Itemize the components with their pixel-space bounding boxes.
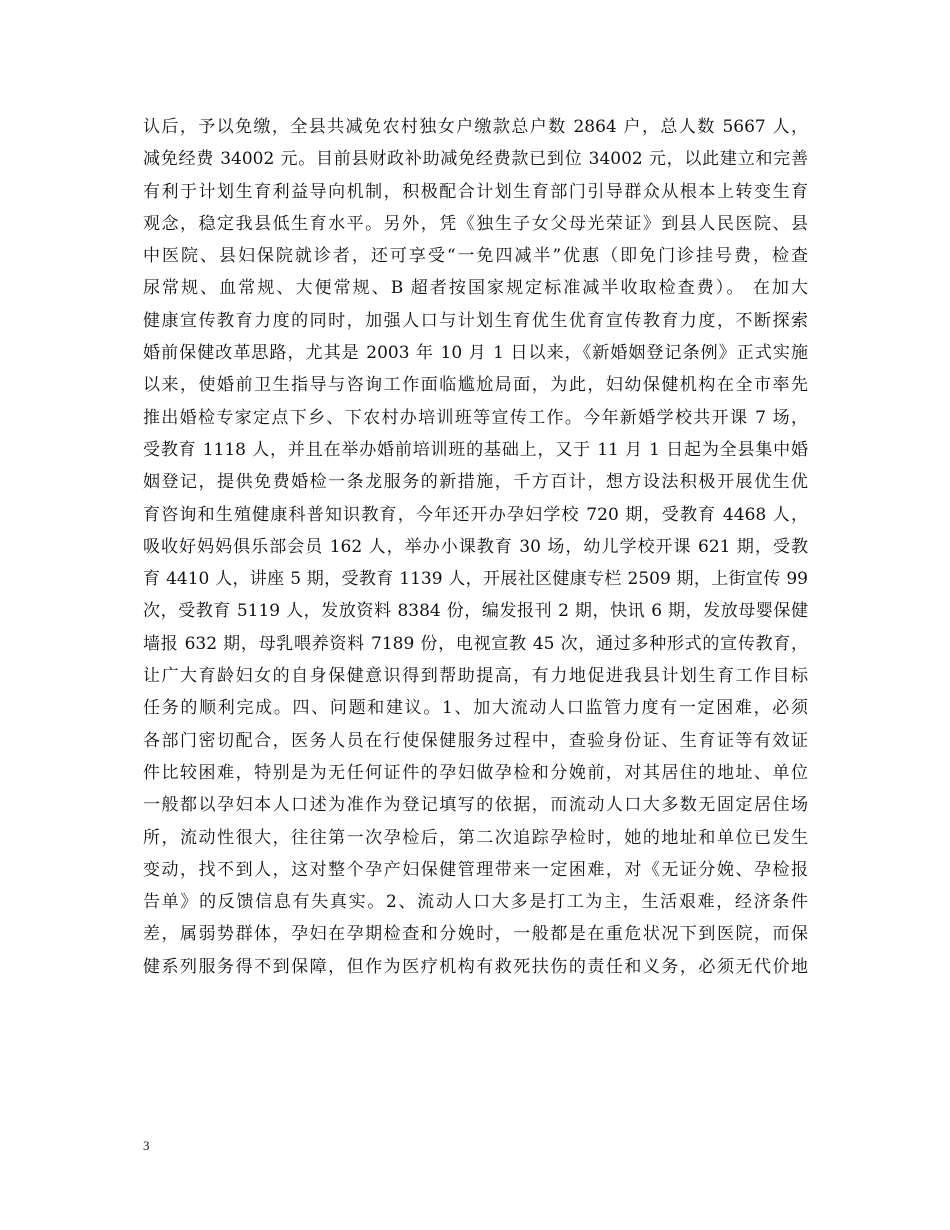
text-line: 变动，找不到人，这对整个孕产妇保健管理带来一定困难，对《无证分娩、孕检报 bbox=[143, 859, 808, 880]
text-line: 观念，稳定我县低生育水平。另外，凭《独生子女父母光荣证》到县人民医院、县 bbox=[143, 213, 808, 234]
text-line: 任务的顺利完成。四、问题和建议。1、加大流动人口监管力度有一定困难，必须 bbox=[143, 698, 808, 719]
text-line: 吸收好妈妈俱乐部会员 162 人，举办小课教育 30 场，幼儿学校开课 621 期，受教 bbox=[143, 536, 808, 557]
text-line: 墙报 632 期，母乳喂养资料 7189 份，电视宣教 45 次，通过多种形式的宣传教育， bbox=[143, 633, 808, 654]
page-number: 3 bbox=[143, 1138, 150, 1153]
text-line: 尿常规、血常规、大便常规、B 超者按国家规定标准减半收取检查费）。 在加大 bbox=[143, 278, 808, 299]
text-line: 差，属弱势群体，孕妇在孕期检查和分娩时，一般都是在重危状况下到医院，而保 bbox=[143, 924, 808, 945]
text-line: 健康宣传教育力度的同时，加强人口与计划生育优生优育宣传教育力度，不断探索 bbox=[143, 310, 808, 331]
text-line: 各部门密切配合，医务人员在行使保健服务过程中，查验身份证、生育证等有效证 bbox=[143, 730, 808, 751]
text-line: 有利于计划生育利益导向机制，积极配合计划生育部门引导群众从根本上转变生育 bbox=[143, 181, 808, 202]
text-line: 认后，予以免缴，全县共减免农村独女户缴款总户数 2864 户，总人数 5667 人， bbox=[143, 117, 808, 137]
text-line: 育咨询和生殖健康科普知识教育，今年还开办孕妇学校 720 期，受教育 4468 人， bbox=[143, 504, 808, 525]
text-line: 告单》的反馈信息有失真实。2、流动人口大多是打工为主，生活艰难，经济条件 bbox=[143, 892, 808, 913]
text-line: 姻登记，提供免费婚检一条龙服务的新措施，千方百计，想方设法积极开展优生优 bbox=[143, 472, 808, 493]
text-line: 一般都以孕妇本人口述为准作为登记填写的依据，而流动人口大多数无固定居住场 bbox=[143, 795, 808, 816]
body-text bbox=[143, 111, 808, 983]
text-line: 次，受教育 5119 人，发放资料 8384 份，编发报刊 2 期，快讯 6 期，发放母婴保健 bbox=[143, 601, 808, 622]
text-line: 育 4410 人，讲座 5 期，受教育 1139 人，开展社区健康专栏 2509 期，上街宣传 99 bbox=[143, 569, 808, 590]
text-line: 件比较困难，特别是为无任何证件的孕妇做孕检和分娩前，对其居住的地址、单位 bbox=[143, 762, 808, 783]
text-line: 以来，使婚前卫生指导与咨询工作面临尴尬局面，为此，妇幼保健机构在全市率先 bbox=[143, 375, 808, 396]
text-line: 让广大育龄妇女的自身保健意识得到帮助提高，有力地促进我县计划生育工作目标 bbox=[143, 666, 808, 687]
text-line: 婚前保健改革思路，尤其是 2003 年 10 月 1 日以来，《新婚姻登记条例》正式实施 bbox=[143, 343, 808, 364]
text-line: 所，流动性很大，往往第一次孕检后，第二次追踪孕检时，她的地址和单位已发生 bbox=[143, 827, 808, 848]
text-line: 减免经费 34002 元。目前县财政补助减免经费款已到位 34002 元，以此建立和完善 bbox=[143, 149, 808, 170]
text-line: 健系列服务得不到保障，但作为医疗机构有救死扶伤的责任和义务，必须无代价地 bbox=[143, 956, 808, 977]
text-line: 受教育 1118 人，并且在举办婚前培训班的基础上，又于 11 月 1 日起为全县集中婚 bbox=[143, 439, 808, 460]
text-line: 中医院、县妇保院就诊者，还可享受“一免四减半”优惠（即免门诊挂号费，检查 bbox=[143, 246, 808, 267]
text-line: 推出婚检专家定点下乡、下农村办培训班等宣传工作。今年新婚学校共开课 7 场， bbox=[143, 407, 808, 428]
